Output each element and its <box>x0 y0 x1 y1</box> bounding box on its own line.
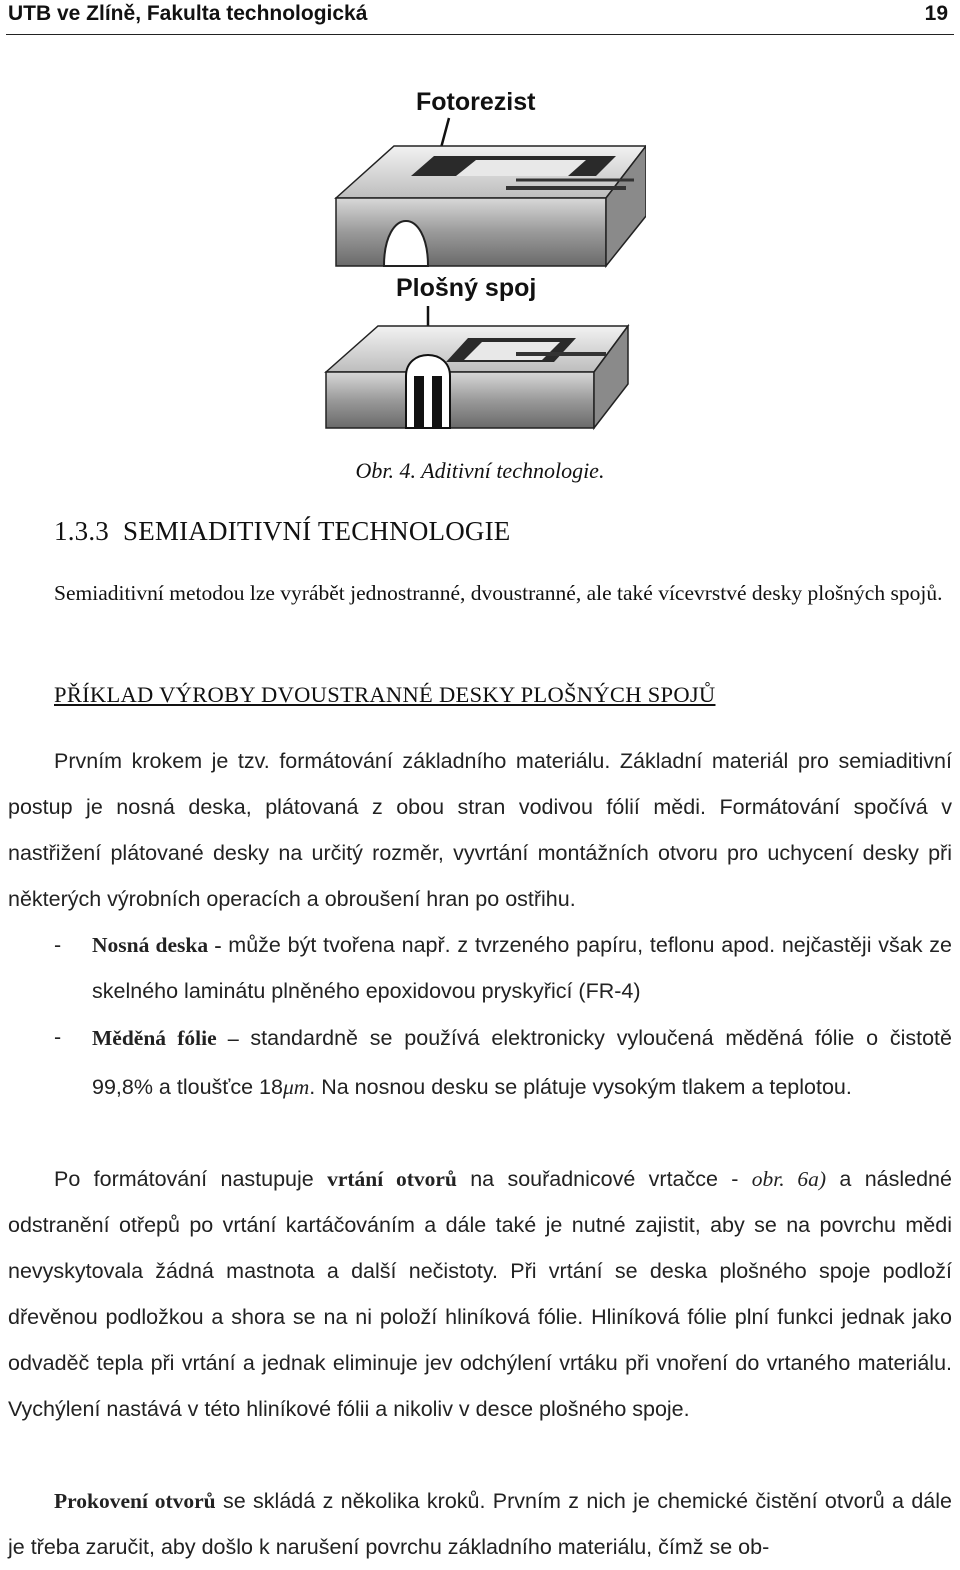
page-header <box>6 0 954 35</box>
plating-paragraph <box>8 1478 952 1570</box>
list-text: standardně se používá elektronicky vyloučená měděná fólie o čistotě 99,8% a tloušťce 18 <box>92 1026 952 1099</box>
text-run: na souřadnicové vrtačce - <box>456 1167 752 1191</box>
section-heading <box>54 516 511 547</box>
list-dash: - <box>54 933 62 957</box>
list-item <box>54 1014 952 1112</box>
drilling-paragraph <box>8 1156 952 1432</box>
bold-term: vrtání otvorů <box>327 1167 457 1191</box>
example-title: PŘÍKLAD VÝROBY DVOUSTRANNÉ DESKY PLOŠNÝCH SPOJŮ <box>54 682 716 707</box>
list-term: Nosná deska - <box>92 933 222 957</box>
list-item <box>54 922 952 1014</box>
formatting-paragraph: Prvním krokem je tzv. formátování základního materiálu. Základní materiál pro semiaditivní postup je nosná deska, plátovaná z obou stran vodivou fólií mědi. Formátování spočívá v nastřižení plátované desky na určitý rozměr, vyvrtání montážních otvoru pro uchycení desky při některých výrobních operacích a obroušení hran po ostřihu. <box>8 749 952 911</box>
unit-symbol: μm <box>282 1075 310 1099</box>
text-run: Po formátování nastupuje <box>54 1167 328 1191</box>
list-term: Měděná fólie – <box>92 1026 239 1050</box>
list-text: může být tvořena např. z tvrzeného papíru, teflonu apod. nejčastěji však ze skelného laminátu plněného epoxidovou pryskyřicí (FR-4) <box>92 933 952 1003</box>
bold-term: Prokovení otvorů <box>54 1489 216 1513</box>
list-dash: - <box>54 1025 62 1049</box>
figure-caption: Obr. 4. Aditivní technologie. <box>355 458 605 483</box>
label-plosny-spoj: Plošný spoj <box>396 274 537 302</box>
pcb-illustration <box>316 76 646 436</box>
text-run: se skládá z několika kroků. Prvním z nich je chemické čistění otvorů a dále je třeba zaručit, aby došlo k narušení povrchu základního materiálu, čímž se ob- <box>8 1489 952 1559</box>
page-number: 19 <box>924 2 948 25</box>
header-institution: UTB ve Zlíně, Fakulta technologická <box>8 2 368 25</box>
intro-paragraph: Semiaditivní metodou lze vyrábět jednostranné, dvoustranné, ale také vícevrstvé desky plošných spojů. <box>54 581 943 605</box>
figure-ref: 6a) <box>784 1167 827 1191</box>
label-fotorezist: Fotorezist <box>416 88 536 116</box>
list-text-continued: . Na nosnou desku se plátuje vysokým tlakem a teplotou. <box>309 1075 852 1099</box>
section-title: SEMIADITIVNÍ TECHNOLOGIE <box>123 516 511 546</box>
text-run: a následné odstranění otřepů po vrtání kartáčováním a dále také je nutné zajistit, aby se na povrchu mědi nevyskytovala žádná mastnota a další nečistoty. Při vrtání se deska plošného spoje podloží dřevěnou podložkou a shora se na ni položí hliníková fólie. Hliníková fólie plní funkci jednak jako odvaděč tepla při vrtání a jednak eliminuje jev odchýlení vrtáku při vnoření do vrtaného materiálu. Vychýlení nastává v této hliníkové fólii a nikoliv v desce plošného spoje. <box>8 1167 952 1421</box>
figure-ref: obr. <box>751 1167 785 1191</box>
section-number: 1.3.3 <box>54 516 109 546</box>
